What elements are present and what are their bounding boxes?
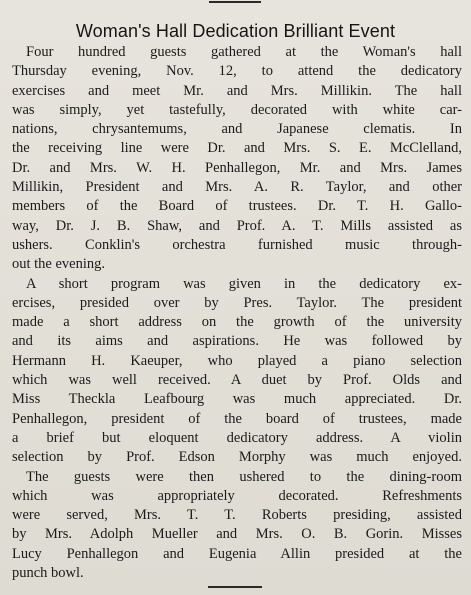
article-line: members of the Board of trustees. Dr. T. H. Gallo-	[12, 198, 462, 215]
article-line: way, Dr. J. B. Shaw, and Prof. A. T. Mills assisted as	[12, 217, 462, 234]
article-line: and its aims and aspirations. He was followed by	[12, 333, 462, 350]
article-line: Hermann H. Kaeuper, who played a piano selection	[12, 352, 462, 369]
article-line: Lucy Penhallegon and Eugenia Allin presided at the	[12, 545, 462, 562]
article-line: which was appropriately decorated. Refreshments	[12, 487, 462, 504]
article-line: out the evening.	[12, 256, 106, 273]
article-headline: Woman's Hall Dedication Brilliant Event	[75, 21, 396, 41]
article-line: Dr. and Mrs. W. H. Penhallegon, Mr. and Mrs. James	[12, 159, 462, 176]
article-line: selection by Prof. Edson Morphy was much enjoyed.	[12, 449, 462, 466]
bottom-divider-rule	[208, 586, 262, 588]
article-body	[12, 43, 462, 583]
top-divider-rule	[209, 1, 261, 3]
article-line: ercises, presided over by Pres. Taylor. The president	[12, 294, 462, 311]
article-line: Four hundred guests gathered at the Woman's hall	[26, 44, 462, 60]
article-line: a brief but eloquent dedicatory address. A violin	[12, 429, 462, 446]
article-line: Miss Theckla Leafbourg was much appreciated. Dr.	[12, 391, 462, 408]
article-line: A short program was given in the dedicatory ex-	[26, 275, 462, 292]
article-line: The guests were then ushered to the dining-room	[26, 468, 462, 485]
article-line: made a short address on the growth of the university	[12, 314, 462, 331]
article-line: Thursday evening, Nov. 12, to attend the dedicatory	[12, 63, 462, 80]
article-line: were served, Mrs. T. T. Roberts presiding, assisted	[12, 507, 462, 524]
article-line: Penhallegon, president of the board of trustees, made	[12, 410, 462, 427]
article-line: nations, chrysantemums, and Japanese clematis. In	[12, 121, 462, 138]
article-line: Millikin, President and Mrs. A. R. Taylor, and other	[12, 179, 462, 196]
article-line: ushers. Conklin's orchestra furnished music through-	[12, 236, 462, 253]
article-line: was simply, yet tastefully, decorated with white car-	[12, 101, 462, 118]
article-line: by Mrs. Adolph Mueller and Mrs. O. B. Gorin. Misses	[12, 526, 462, 543]
article-line: the receiving line were Dr. and Mrs. S. E. McClelland,	[12, 140, 462, 157]
article-line: which was well received. A duet by Prof. Olds and	[12, 372, 462, 389]
article-line: exercises and meet Mr. and Mrs. Millikin. The hall	[12, 82, 462, 99]
article-line: punch bowl.	[12, 565, 84, 582]
